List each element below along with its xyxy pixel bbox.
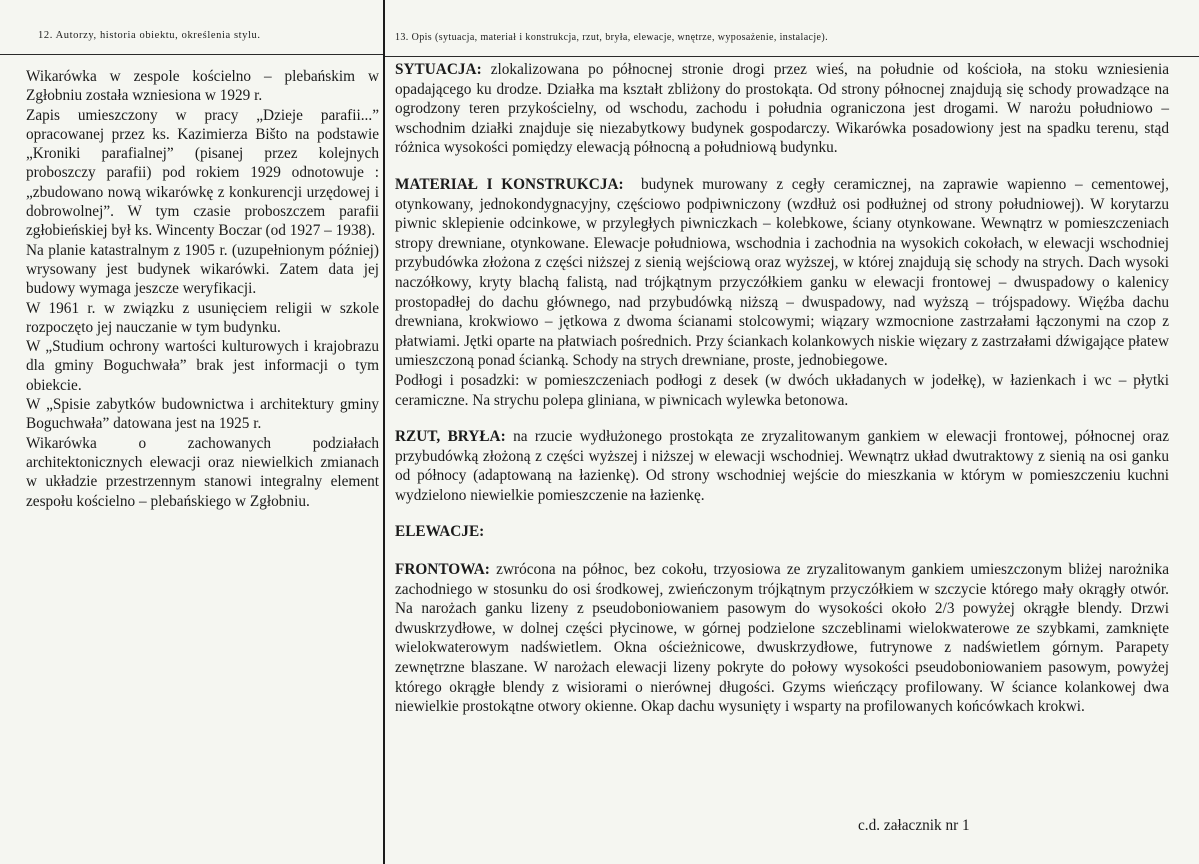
material-label: MATERIAŁ I KONSTRUKCJA: bbox=[395, 175, 624, 193]
left-column-header: 12. Autorzy, historia obiektu, określenia stylu. bbox=[0, 0, 383, 55]
sytuacja-text: zlokalizowana po północnej stronie drogi przez wieś, na południe od kościoła, na stoku wzniesienia opadającego ku drodze. Działka ma kształt zbliżony do prostokąta. Od strony północnej znajdują się schody prowadzące na ogrodzony teren przykościelny, od wschodu, zachodu i południa ograniczona jest drogami. W narożu południowo – wschodnim działki znajduje się niezabytkowy budynek gospodarczy. Wikarówka posadowiony jest na spadku terenu, stąd różnica wysokości pomiędzy elewacją północną a południową budynku. bbox=[395, 61, 1169, 157]
section-rzut bbox=[395, 427, 1169, 505]
rzut-text: na rzucie wydłużonego prostokąta ze zryzalitowanym gankiem w elewacji frontowej, północnej oraz przybudówką złożoną z części wyższej i niższej w elewacji wschodniej. Wewnątrz układ dwutraktowy z sienią na osi ganku od północy (adaptowaną na łazienkę). Od strony wschodniej wejście do mieszkania w którym w pomieszczeniu kuchni wydzielono niewielkie pomieszczenie na łazienkę. bbox=[395, 428, 1169, 504]
material-text: budynek murowany z cegły ceramicznej, na zaprawie wapienno – cementowej, otynkowany, jednokondygnacyjny, częściowo podpiwniczony (wzdłuż osi podłużnej od strony południowej). W korytarzu piwnic sklepienie odcinkowe, w przyległych piwniczkach – kolebkowe, ściany otynkowane. Wewnątrz w pomieszczeniach stropy drewniane, otynkowane. Elewacje południowa, wschodnia i zachodnia na wysokich cokołach, w elewacji wschodniej przybudówka złożona z części niższej z sienią wejściową oraz wyższej, w której znajdują się schody na strych. Dach wysoki naczółkowy, kryty blachą falistą, nad trójkątnym przyczółkiem ganku w elewacji frontowej – dwuspadowy o kalenicy prostopadłej do dachu głównego, nad przybudówką niższą – dwuspadowy, nad wyższą – trójspadowy. Więźba dachu drewniana, krokwiowo – jętkowa z dwoma ścianami stolcowymi; wiązary wzmocnione zastrzałami łączonymi na czop z płatwiami. Jętki oparte na płatwiach pośrednich. Przy ściankach kolankowych niskie więzary z zastrzałami dźwigające płatew umieszczoną ponad ścianką. Schody na strych drewniane, proste, jednobiegowe. bbox=[395, 175, 1169, 370]
history-paragraph: W „Studium ochrony wartości kulturowych i krajobrazu dla gminy Boguchwała” brak jest informacji o tym obiekcie. bbox=[26, 338, 379, 394]
history-paragraph: W 1961 r. w związku z usunięciem religii w szkole rozpoczęto jej nauczanie w tym budynku. bbox=[26, 299, 379, 336]
section-sytuacja bbox=[395, 60, 1169, 158]
history-paragraph: Wikarówka o zachowanych podziałach architektonicznych elewacji oraz niewielkich zmianach w układzie przestrzennym stanowi integralny element zespołu kościelno – plebańskiego w Zgłobniu. bbox=[26, 434, 379, 510]
elewacje-heading: ELEWACJE: bbox=[395, 523, 485, 541]
description-text bbox=[385, 57, 1199, 717]
rzut-label: RZUT, BRYŁA: bbox=[395, 428, 506, 446]
frontowa-paragraph bbox=[395, 560, 1169, 717]
history-paragraph: Zapis umieszczony w pracy „Dzieje parafii...” opracowanej przez ks. Kazimierza Bišto na podstawie „Kroniki parafialnej” (pisanej przez kolejnych proboszczy parafii) pod rokiem 1929 odnotowuje : „zbudowano nową wikarówkę z konkurencji urzędowej i dobrowolnej”. W tym czasie proboszczem parafii zgłobieńskiej był ks. Wincenty Boczar (od 1927 – 1938). bbox=[26, 106, 379, 240]
history-paragraph: Wikarówka w zespole kościelno – plebańskim w Zgłobniu została wzniesiona w 1929 r. bbox=[26, 68, 379, 105]
section-frontowa bbox=[395, 560, 1169, 717]
sytuacja-paragraph bbox=[395, 60, 1169, 158]
material-paragraph-floors: Podłogi i posadzki: w pomieszczeniach podłogi z desek (w dwóch układanych w jodełkę), w łazienkach i wc – płytki ceramiczne. Na strychu polepa gliniana, w piwnicach wylewka betonowa. bbox=[395, 371, 1169, 409]
continuation-note: c.d. załacznik nr 1 bbox=[858, 817, 970, 834]
frontowa-text: zwrócona na północ, bez cokołu, trzyosiowa ze zryzalitowanym gankiem umieszczonym bliżej narożnika zachodniego w stosunku do osi środkowej, zwieńczonym trójkątnym przyczółkiem w szczycie którego mały okrągły otwór. Na narożach ganku lizeny z pseudoboniowaniem pasowym do wysokości około 2/3 powyżej okrągłe blendy. Drzwi dwuskrzydłowe, w dolnej części płycinowe, w górnej podzielone szczeblinami wielokwaterowe ze szybkami, zamknięte wielokwaterowym nadświetlem. Okna ościeżnicowe, dwuskrzydłowe, futrynowe z nadświetlem górnym. Parapety zewnętrzne blaszane. W narożach elewacji lizeny pokryte do połowy wysokości pseudoboniowaniem pasowym, powyżej którego okrągłe blendy z wisiorami o nierównej długości. Gzyms wieńczący profilowany. W ściance kolankowej dwa niewielkie prostokątne otwory okienne. Okap dachu wysunięty i wsparty na profilowanych końcówkach krokwi. bbox=[395, 561, 1170, 716]
right-column bbox=[385, 0, 1199, 864]
rzut-paragraph bbox=[395, 427, 1169, 505]
left-column bbox=[0, 0, 383, 864]
sytuacja-label: SYTUACJA: bbox=[395, 61, 482, 78]
right-column-header: 13. Opis (sytuacja, materiał i konstrukcja, rzut, bryła, elewacje, wnętrze, wyposażenie, instalacje). bbox=[385, 0, 1199, 57]
material-paragraph bbox=[395, 175, 1169, 371]
history-paragraph: W „Spisie zabytków budownictwa i architektury gminy Boguchwała” datowana jest na 1925 r. bbox=[26, 396, 379, 433]
section-material bbox=[395, 175, 1169, 410]
frontowa-label: FRONTOWA: bbox=[395, 561, 490, 579]
history-paragraph: Na planie katastralnym z 1905 r. (uzupełnionym później) wrysowany jest budynek wikarówki. Zatem data jej budowy wymaga jeszcze weryfikacji. bbox=[26, 241, 379, 298]
history-text bbox=[0, 55, 383, 511]
